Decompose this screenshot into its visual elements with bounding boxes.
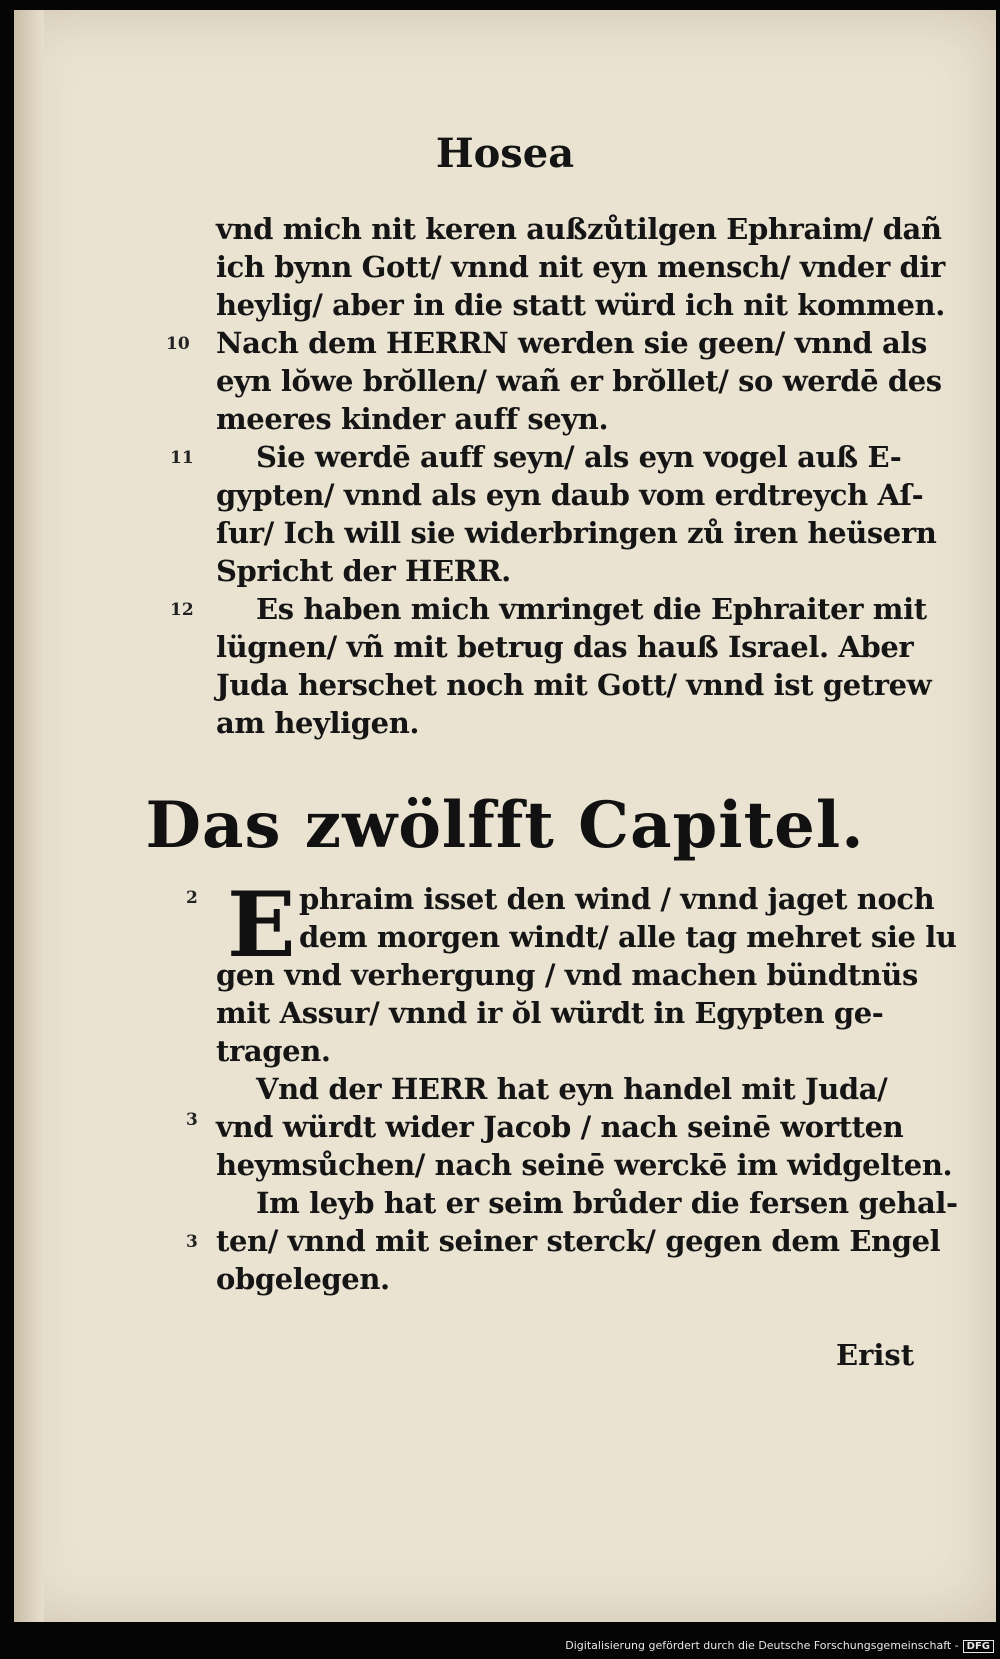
dfg-logo: DFG bbox=[963, 1640, 994, 1653]
digitization-credit bbox=[565, 1639, 994, 1653]
text-line: heymsůchen/ nach seinē werckē im widgelten. bbox=[216, 1148, 953, 1182]
chapter-heading: Das zwölfft Capitel. bbox=[145, 788, 865, 863]
text-line: lügnen/ vñ mit betrug das hauß Israel. Aber bbox=[216, 630, 914, 664]
text-line: am heyligen. bbox=[216, 706, 420, 740]
text-line: ich bynn Gott/ vnnd nit eyn mensch/ vnder dir bbox=[216, 250, 945, 284]
text-line: dem morgen windt/ alle tag mehret sie lu bbox=[299, 920, 957, 954]
text-line: Nach dem HERRN werden sie geen/ vnnd als bbox=[216, 326, 927, 360]
text-line: eyn lŏwe brŏllen/ wañ er brŏllet/ so werdē des bbox=[216, 364, 942, 398]
text-line: Juda herschet noch mit Gott/ vnnd ist getrew bbox=[216, 668, 932, 702]
credit-text: Digitalisierung gefördert durch die Deutsche Forschungsgemeinschaft - bbox=[565, 1639, 959, 1652]
text-line: mit Assur/ vnnd ir ŏl würdt in Egypten ge- bbox=[216, 996, 884, 1030]
text-line: vnd mich nit keren außzůtilgen Ephraim/ dañ bbox=[216, 212, 942, 246]
running-head: Hosea bbox=[435, 130, 575, 177]
text-line: phraim isset den wind / vnnd jaget noch bbox=[299, 882, 935, 916]
text-line: Im leyb hat er seim brůder die fersen gehal- bbox=[256, 1186, 958, 1220]
text-line: ſur/ Ich will sie widerbringen zů iren heüsern bbox=[216, 516, 937, 550]
verse-number: 3 bbox=[186, 1232, 198, 1252]
catchword: Erist bbox=[836, 1338, 915, 1372]
text-line: gen vnd verhergung / vnd machen bündtnüs bbox=[216, 958, 918, 992]
text-line: ten/ vnnd mit seiner sterck/ gegen dem Engel bbox=[216, 1224, 941, 1258]
verse-number: 10 bbox=[166, 334, 190, 354]
verse-number: 11 bbox=[170, 448, 194, 468]
text-line: heylig/ aber in die statt würd ich nit kommen. bbox=[216, 288, 945, 322]
text-line: meeres kinder auff seyn. bbox=[216, 402, 609, 436]
text-line: obgelegen. bbox=[216, 1262, 390, 1296]
text-line: vnd würdt wider Jacob / nach seinē wortten bbox=[216, 1110, 904, 1144]
text-line: Sie werdē auff seyn/ als eyn vogel auß E- bbox=[256, 440, 902, 474]
drop-initial: E bbox=[227, 872, 296, 978]
text-line: Spricht der HERR. bbox=[216, 554, 511, 588]
verse-number: 12 bbox=[170, 600, 194, 620]
text-line: Vnd der HERR hat eyn handel mit Juda/ bbox=[256, 1072, 888, 1106]
text-line: Es haben mich vmringet die Ephraiter mit bbox=[256, 592, 927, 626]
verse-number: 3 bbox=[186, 1110, 198, 1130]
book-page bbox=[14, 10, 996, 1622]
text-line: gypten/ vnnd als eyn daub vom erdtreych Aſ- bbox=[216, 478, 924, 512]
text-line: tragen. bbox=[216, 1034, 331, 1068]
verse-number: 2 bbox=[186, 888, 198, 908]
